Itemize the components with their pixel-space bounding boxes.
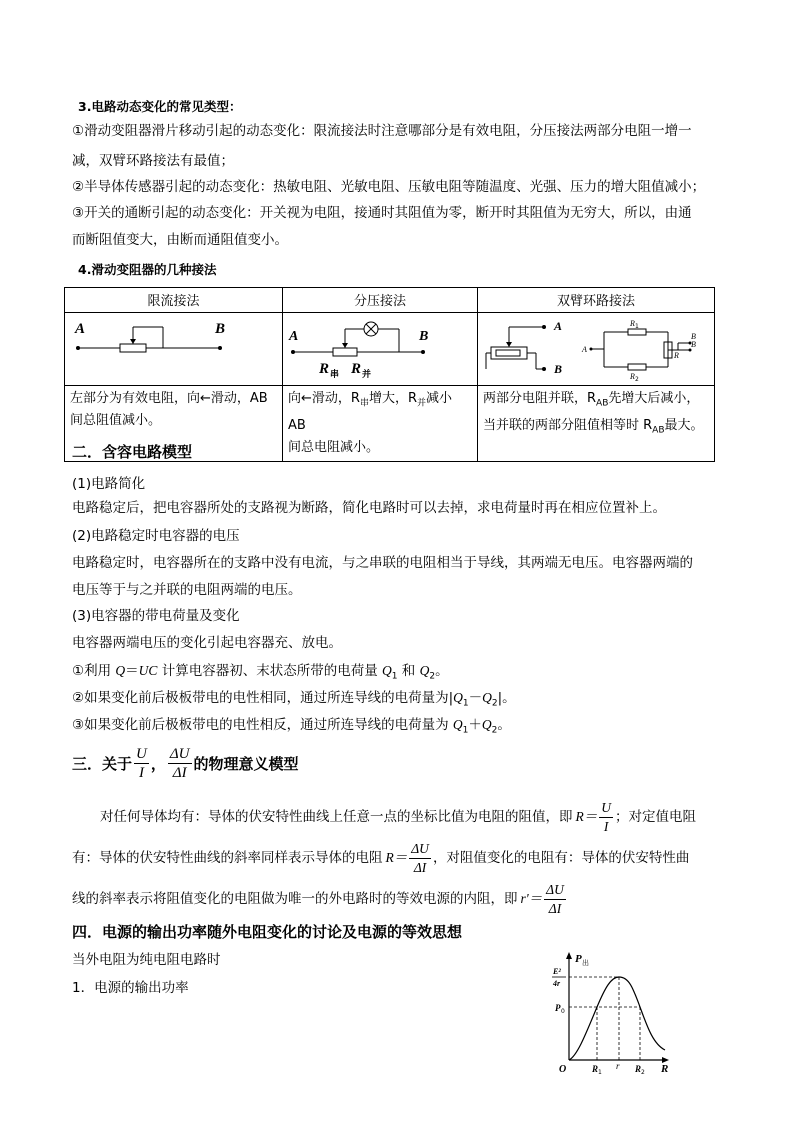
label-b: B (215, 321, 226, 337)
part4-line-2: 1．电源的输出功率 (72, 980, 189, 996)
sec3-line-3: ②半导体传感器引起的动态变化：热敏电阻、光敏电阻、压敏电阻等随温度、光强、压力的增大阻值减小； (72, 179, 706, 195)
header-divider: 分压接法 (283, 288, 478, 313)
y-axis-label-sub: 出 (582, 959, 589, 967)
double-arm-circuit-diagram (478, 313, 715, 381)
label-b: B (554, 362, 563, 376)
connection-table (64, 287, 715, 462)
part3-para-line-3: 线的斜率表示将阻值变化的电阻做为唯一的外电路时的等效电源的内阻，即 r'＝ $\frac{\Delta U}{\Delta I}$ (72, 881, 564, 916)
label-chuan-sub: 串 (330, 370, 340, 380)
part2-item-3: ③如果变化前后极板带电的电性相反，通过所连导线的电荷量为 $Q_1+Q_2$。 (72, 717, 511, 736)
label-b: B (419, 329, 429, 344)
label-r: R (674, 351, 679, 360)
y-tick-max-den: 4r (553, 979, 561, 988)
svg-text:B: B (691, 340, 696, 349)
part3-para-line-1: 对任何导体均有：导体的伏安特性曲线上任意一点的坐标比值为电阻的阻值，即 R＝ $\frac{U}{I}$ ；对定值电阻 (100, 799, 696, 834)
x-axis-label: R (661, 1063, 669, 1075)
label-r2: R (630, 372, 635, 381)
label-r1: R (630, 319, 635, 328)
y-tick-p0: P (555, 1003, 561, 1013)
part2-line-6: (3)电容器的带电荷量及变化 (72, 608, 240, 624)
label-r2-sub: 2 (635, 376, 639, 381)
part2-line-1: (1)电路简化 (72, 476, 146, 492)
part-3-title: 三．关于 $\frac{U}{I}$ ， $\frac{\Delta U}{\Delta I}$ 的物理意义模型 (72, 746, 299, 781)
power-curve (569, 977, 665, 1060)
desc-double-arm: 两部分电阻并联，$R_{AB}$先增大后减小， 当并联的两部分阻值相等时 $R_{AB}$最大。 (478, 386, 715, 462)
y-tick-max-num: E² (553, 967, 561, 976)
label-bing-sub: 并 (362, 370, 372, 380)
sec3-line-4: ③开关的通断引起的动态变化：开关视为电阻，接通时其阻值为零，断开时其阻值为无穷大，所以，由通 (72, 205, 692, 221)
section-4-title: 4.滑动变阻器的几种接法 (78, 262, 217, 277)
x-tick-r1: R (592, 1064, 599, 1074)
header-limiting: 限流接法 (65, 288, 283, 313)
part2-line-7: 电容器两端电压的变化引起电容器充、放电。 (72, 635, 342, 651)
diagram-limiting-cell (65, 313, 283, 386)
sec3-line-5: 而断阻值变大，由断而通阻值变小。 (72, 232, 288, 248)
x-tick-r: r (616, 1061, 620, 1071)
x-tick-r2: R (635, 1064, 642, 1074)
desc-limiting: 左部分为有效电阻，向←滑动，AB 间总阻值减小。 (65, 386, 283, 462)
section-3-title: 3.电路动态变化的常见类型： (78, 99, 242, 114)
svg-text:A: A (582, 345, 587, 354)
part3-para-line-2: 有：导体的伏安特性曲线的斜率同样表示导体的电阻 R＝ $\frac{\Delta U}{\Delta I}$ ，对阻值变化的电阻有：导体的伏安特性曲 (72, 840, 690, 875)
svg-text:B: B (691, 332, 696, 341)
part2-item-2: ②如果变化前后极板带电的电性相同，通过所连导线的电荷量为$|Q_1-Q_2|$。 (72, 690, 516, 709)
power-vs-resistance-graph (545, 948, 675, 1076)
label-a: A (289, 329, 299, 344)
part2-line-4: 电路稳定时，电容器所在的支路中没有电流，与之串联的电阻相当于导线，其两端无电压。电容器两端的 (72, 555, 693, 571)
part-2-title: 二．含容电路模型 (72, 443, 193, 461)
part2-line-3: (2)电路稳定时电容器的电压 (72, 528, 240, 544)
diagram-double-arm-cell (478, 313, 715, 386)
part4-line-1: 当外电阻为纯电阻电路时 (72, 952, 221, 968)
y-tick-p0-sub: 0 (561, 1008, 565, 1015)
sec3-line-2: 减，双臂环路接法有最值； (72, 153, 234, 169)
svg-text:2: 2 (641, 1069, 645, 1076)
diagram-divider-cell (283, 313, 478, 386)
origin-label: O (559, 1064, 567, 1075)
label-a: A (554, 319, 563, 333)
y-axis-arrow (566, 952, 572, 959)
part-4-title: 四．电源的输出功率随外电阻变化的讨论及电源的等效思想 (72, 923, 463, 941)
limiting-circuit-diagram (65, 313, 283, 381)
label-r-bing: R (351, 361, 362, 377)
part2-line-2: 电路稳定后，把电容器所处的支路视为断路，简化电路时可以去掉，求电荷量时再在相应位置补上。 (72, 500, 666, 516)
part2-item-1: ①利用 Q＝UC 计算电容器初、末状态所带的电荷量 $Q_1$ 和 $Q_2$。 (72, 663, 449, 682)
label-r1-sub: 1 (635, 323, 639, 330)
label-r-chuan: R (319, 361, 330, 377)
divider-circuit-diagram (283, 313, 478, 381)
svg-text:1: 1 (598, 1069, 602, 1076)
sec3-line-1: ①滑动变阻器滑片移动引起的动态变化：限流接法时注意哪部分是有效电阻，分压接法两部分电阻一增一 (72, 123, 692, 139)
label-a: A (75, 321, 86, 337)
y-axis-label: P (575, 953, 582, 965)
part2-line-5: 电压等于与之并联的电阻两端的电压。 (72, 582, 302, 598)
desc-divider: 向←滑动，$R_串$增大，$R_并$减小 AB 间总电阻减小。 (283, 386, 478, 462)
header-double-arm: 双臂环路接法 (478, 288, 715, 313)
